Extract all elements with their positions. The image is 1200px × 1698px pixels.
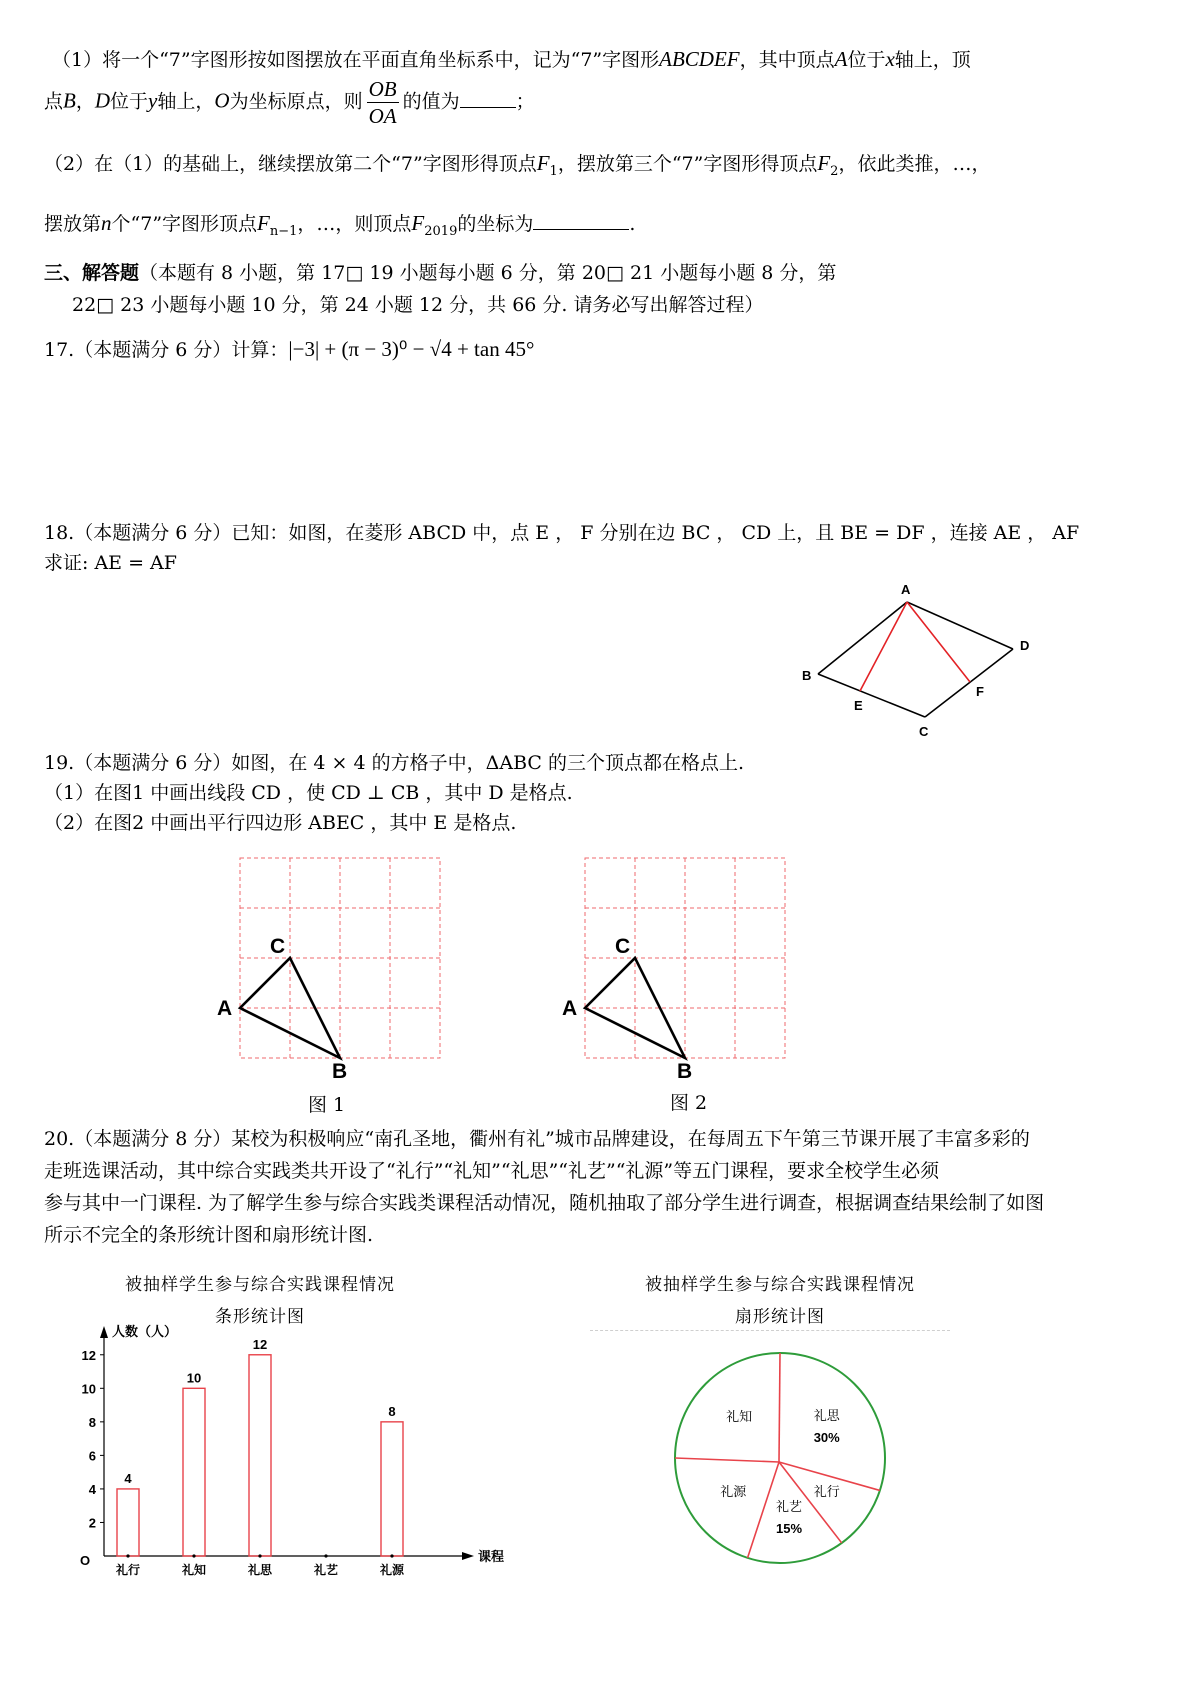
bar-value-labels (124, 1337, 395, 1486)
y-ticks (82, 1348, 104, 1531)
side-DC (925, 649, 1013, 717)
category-label: 礼源 (379, 1563, 405, 1577)
x-tick-mark (126, 1554, 129, 1557)
pie-slice-label: 礼行 (813, 1483, 840, 1499)
y-tick-label: 4 (88, 1481, 96, 1497)
pie-slice-label: 礼知 (726, 1409, 753, 1425)
bar (183, 1388, 205, 1556)
y-tick-label: 10 (81, 1381, 96, 1397)
category-label: 礼知 (181, 1563, 207, 1577)
pie-slice-label: 礼思 (813, 1408, 840, 1424)
pie-divider (779, 1353, 780, 1462)
label-D: D (1020, 638, 1030, 653)
side-AD (907, 602, 1013, 649)
q19-line3: （2）在图2 中画出平行四边形 ABEC ，其中 E 是格点. (44, 812, 517, 834)
label-F: F (976, 684, 984, 699)
figure-2-caption: 图 2 (670, 1092, 708, 1114)
q19-line2: （1）在图1 中画出线段 CD ，使 CD ⊥ CB ，其中 D 是格点. (44, 782, 573, 804)
x-tick-mark (324, 1554, 327, 1557)
grid-lines-1 (240, 858, 440, 1058)
y-tick-label: 8 (88, 1414, 96, 1430)
pie-labels (720, 1408, 840, 1536)
label-A-fig1: A (217, 997, 233, 1020)
bar-value-label: 12 (252, 1336, 268, 1352)
ratio-fraction: $\frac{OB}{OA}$ (368, 77, 397, 128)
segment-AE (860, 602, 907, 691)
bar-value-label: 10 (186, 1370, 202, 1386)
q20-line4: 所示不完全的条形统计图和扇形统计图. (44, 1224, 374, 1246)
q16-line4: 摆放第n个“7”字图形顶点$F_{n-1}$，…，则顶点$F_{2019}$的坐标为 . (44, 211, 636, 239)
section3-line1: 三、解答题（本题有 8 小题，第 17□ 19 小题每小题 6 分，第 20□ 21 小题每小题 8 分，第 (44, 262, 837, 284)
pie-chart (650, 1340, 910, 1580)
x-tick-mark (192, 1554, 195, 1557)
bar (117, 1489, 139, 1556)
label-B: B (802, 668, 812, 683)
answer-blank-2[interactable] (533, 211, 629, 230)
bar-value-label: 4 (124, 1470, 132, 1486)
bars (117, 1355, 403, 1556)
q19-line1: 19.（本题满分 6 分）如图，在 4 × 4 的方格子中，ΔABC 的三个顶点都在格点上. (44, 752, 745, 774)
q17-expression: |−3| + (π − 3)⁰ − √4 + tan 45° (288, 337, 535, 361)
pie-title-divider (590, 1330, 950, 1331)
bar (381, 1422, 403, 1556)
pie-slice-percent: 15% (776, 1521, 803, 1537)
y-tick-label: 6 (88, 1448, 96, 1464)
pie-slice-label: 礼艺 (776, 1499, 803, 1515)
side-BA (818, 602, 907, 674)
label-C: C (919, 724, 929, 739)
label-A-fig2: A (562, 997, 578, 1020)
label-E: E (854, 698, 863, 713)
section3-line2: 22□ 23 小题每小题 10 分，第 24 小题 12 分，共 66 分. 请务必写出解答过程） (72, 294, 764, 316)
x-tick-mark (390, 1554, 393, 1557)
y-axis-arrow (100, 1326, 108, 1338)
label-B-fig1: B (332, 1060, 348, 1080)
origin-label: O (80, 1553, 91, 1568)
pie-chart-title: 被抽样学生参与综合实践课程情况 (645, 1275, 915, 1295)
bar (249, 1355, 271, 1556)
label-A: A (901, 582, 911, 597)
pie-divider (675, 1458, 779, 1462)
bar-chart (60, 1320, 510, 1580)
label-B-fig2: B (677, 1060, 693, 1080)
pie-slice-label: 礼源 (720, 1483, 747, 1499)
q18-line2: 求证: AE = AF (44, 552, 177, 574)
grid-figure-1 (200, 850, 460, 1080)
pie-chart-subtitle: 扇形统计图 (735, 1307, 825, 1327)
q16-line2: 点B，D位于y轴上，O为坐标原点，则 $\frac{OB}{OA}$ 的值为 ； (44, 77, 535, 128)
y-axis-label: 人数（人） (112, 1324, 178, 1339)
q18-line1: 18.（本题满分 6 分）已知：如图，在菱形 ABCD 中，点 E ， F 分别在边 BC ， CD 上，且 BE = DF ，连接 AE ， AF (44, 522, 1080, 544)
section3-title: 三、解答题 (44, 262, 140, 284)
x-axis-label: 课程 (478, 1549, 505, 1564)
grid-figure-2 (545, 850, 805, 1080)
pie-slice-percent: 30% (813, 1430, 840, 1446)
category-label: 礼思 (247, 1563, 273, 1577)
y-tick-label: 12 (81, 1347, 96, 1363)
bar-chart-title: 被抽样学生参与综合实践课程情况 (125, 1275, 395, 1295)
q16-line3: （2）在（1）的基础上，继续摆放第二个“7”字图形得顶点$F_1$，摆放第三个“7”字图形得顶点$F_2$，依此类推，…， (44, 151, 991, 179)
rhombus-figure (780, 572, 1060, 742)
segment-AF (907, 602, 970, 682)
x-axis-arrow (462, 1552, 474, 1560)
category-label: 礼艺 (313, 1563, 339, 1577)
x-tick-mark (258, 1554, 261, 1557)
category-labels (115, 1554, 405, 1577)
bar-value-label: 8 (388, 1403, 396, 1419)
grid-lines-2 (585, 858, 785, 1058)
q17-line: 17.（本题满分 6 分）计算：|−3| + (π − 3)⁰ − √4 + tan 45° (44, 337, 535, 361)
label-C-fig1: C (270, 935, 286, 958)
pie-divider (748, 1462, 779, 1558)
q20-line1: 20.（本题满分 8 分）某校为积极响应“南孔圣地，衢州有礼”城市品牌建设，在每周五下午第三节课开展了丰富多彩的 (44, 1128, 1030, 1150)
y-tick-label: 2 (88, 1515, 96, 1531)
answer-blank-1[interactable] (460, 89, 516, 108)
q20-line2: 走班选课活动，其中综合实践类共开设了“礼行”“礼知”“礼思”“礼艺”“礼源”等五门课程，要求全校学生必须 (44, 1160, 940, 1182)
q20-line3: 参与其中一门课程. 为了解学生参与综合实践类课程活动情况，随机抽取了部分学生进行调查，根据调查结果绘制了如图 (44, 1192, 1045, 1214)
label-C-fig2: C (615, 935, 631, 958)
figure-1-caption: 图 1 (308, 1094, 346, 1116)
q16-line1: （1）将一个“7”字图形按如图摆放在平面直角坐标系中，记为“7”字图形ABCDEF，其中顶点A位于x轴上，顶 (52, 47, 971, 71)
side-CB (818, 674, 925, 717)
category-label: 礼行 (115, 1563, 141, 1577)
bar-chart-subtitle: 条形统计图 (215, 1307, 305, 1327)
